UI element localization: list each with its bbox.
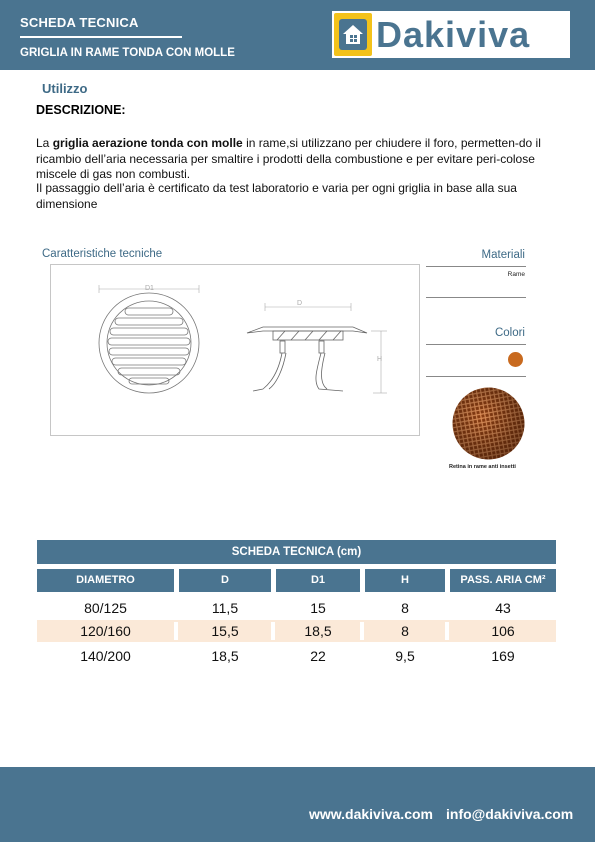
- table-cell: 120/160: [80, 623, 131, 639]
- column-header-d: D: [179, 569, 271, 592]
- technical-features-title: Caratteristiche tecniche: [42, 248, 163, 260]
- column-header-pass-aria: PASS. ARIA CM²: [450, 569, 556, 592]
- copper-color-swatch: [508, 352, 523, 367]
- table-cell: 9,5: [395, 648, 415, 664]
- technical-drawing: [50, 264, 420, 436]
- table-cell: 169: [491, 648, 515, 664]
- header-subtitle: GRIGLIA IN RAME TONDA CON MOLLE: [20, 47, 235, 59]
- table-cell: 80/125: [84, 600, 127, 616]
- table-cell: 140/200: [80, 648, 131, 664]
- table-title: SCHEDA TECNICA (cm): [37, 540, 556, 564]
- email-link[interactable]: info@dakiviva.com: [446, 806, 574, 822]
- mesh-caption: Retina in rame anti insetti: [449, 464, 516, 470]
- logo-wordmark: Dakiviva: [376, 14, 531, 55]
- table-row: [37, 620, 556, 642]
- header-divider: [20, 36, 182, 38]
- dim-label-d1: D1: [145, 285, 154, 292]
- table-cell: 11,5: [211, 600, 239, 616]
- materials-value: Rame: [507, 271, 525, 278]
- brand-logo: [332, 11, 570, 58]
- divider: [426, 297, 526, 298]
- table-cell: 43: [495, 600, 511, 616]
- colors-title: Colori: [494, 327, 525, 339]
- column-header-h: H: [365, 569, 445, 592]
- footer-band: [0, 767, 595, 842]
- table-cell: 8: [401, 600, 409, 616]
- table-cell: 8: [401, 623, 409, 639]
- section-title-utilizzo: Utilizzo: [42, 81, 88, 96]
- materials-title: Materiali: [481, 249, 525, 261]
- description-paragraph-2: Il passaggio dell’aria è certificato da test laboratorio e varia per ogni griglia in base alla sua dimensione: [36, 181, 517, 211]
- dim-label-d: D: [297, 300, 303, 307]
- table-row: [37, 597, 556, 619]
- divider: [426, 376, 526, 377]
- header-title: SCHEDA TECNICA: [20, 15, 139, 30]
- column-header-diametro: DIAMETRO: [37, 569, 174, 592]
- description-paragraph-1: La griglia aerazione tonda con molle in rame,si utilizzano per chiudere il foro, permetten-do il ricambio dell’aria necessaria per smaltire i prodotti della combustione e per evitare peri-colose miscele di gas non combusti.: [36, 136, 541, 182]
- copper-mesh-image: [452, 387, 525, 460]
- table-cell: 15,5: [211, 623, 239, 639]
- divider: [426, 344, 526, 345]
- column-header-d1: D1: [276, 569, 360, 592]
- website-link[interactable]: www.dakiviva.com: [309, 806, 433, 822]
- divider: [426, 266, 526, 267]
- dim-label-h: H: [377, 356, 383, 363]
- house-icon: [334, 13, 372, 56]
- technical-drawing-svg: [51, 265, 419, 435]
- table-cell: 18,5: [211, 648, 239, 664]
- table-cell: 15: [310, 600, 326, 616]
- table-row: [37, 645, 556, 667]
- table-cell: 18,5: [304, 623, 332, 639]
- product-name: griglia aerazione tonda con molle: [52, 136, 243, 150]
- description-heading: DESCRIZIONE:: [36, 103, 126, 117]
- table-cell: 106: [491, 623, 515, 639]
- table-cell: 22: [310, 648, 326, 664]
